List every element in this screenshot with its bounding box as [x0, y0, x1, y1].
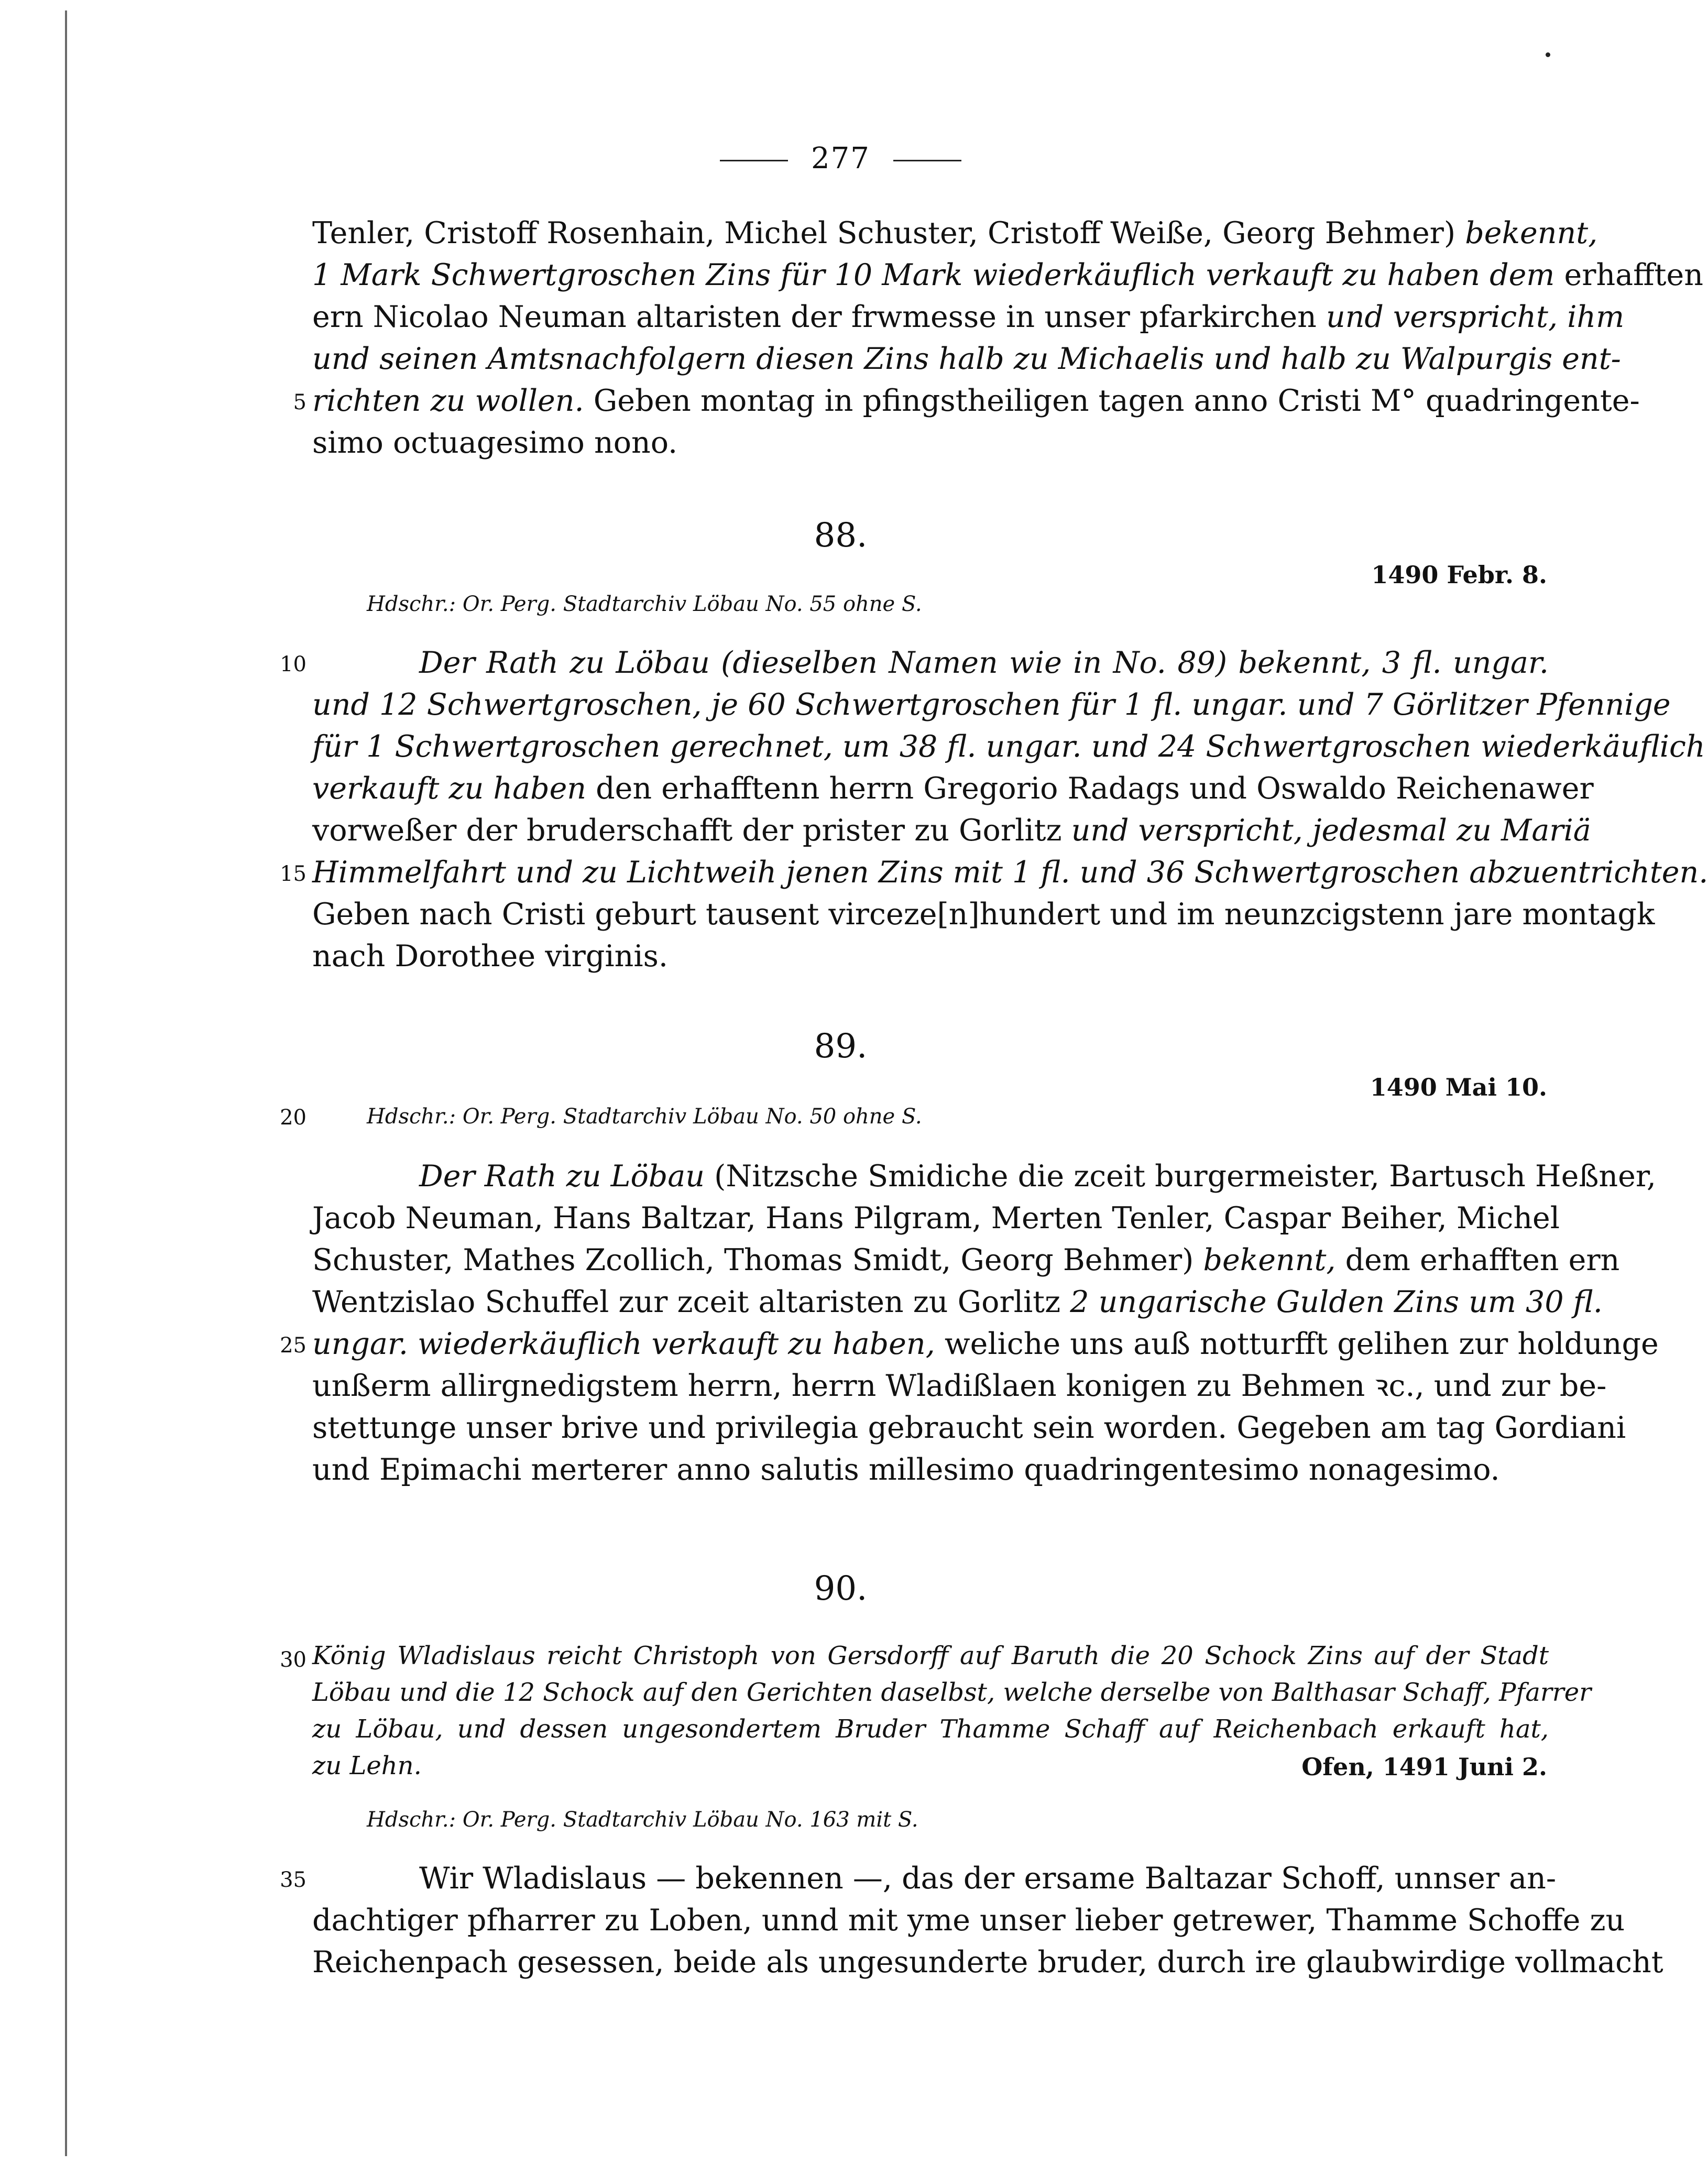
- source-note: Hdschr.: Or. Perg. Stadtarchiv Löbau No. 50 ohne S.: [367, 1105, 922, 1129]
- line-number: 10: [280, 652, 306, 676]
- header-dash-left: [720, 160, 788, 161]
- text-line: für 1 Schwertgroschen gerechnet, um 38 fl. ungar. und 24 Schwertgroschen wiederkäuflich: [312, 729, 1705, 764]
- document-number: 89.: [814, 1027, 868, 1066]
- regest-line: König Wladislaus reicht Christoph von Gersdorff auf Baruth die 20 Schock Zins auf der Stadt: [312, 1641, 1549, 1670]
- line-number: 25: [280, 1334, 306, 1358]
- line-number: 35: [280, 1868, 306, 1892]
- text-line: Reichenpach gesessen, beide als ungesunderte bruder, durch ire glaubwirdige vollmacht: [312, 1945, 1663, 1980]
- page-number: 277: [811, 141, 870, 176]
- text-line: unßerm allirgnedigstem herrn, herrn Wladißlaen konigen zu Behmen ꝛc., und zur be-: [312, 1369, 1607, 1403]
- text-line: Schuster, Mathes Zcollich, Thomas Smidt, Georg Behmer) bekennt, dem erhafften ern: [312, 1243, 1620, 1277]
- page-edge-rule: [65, 10, 67, 2156]
- line-number: 30: [280, 1648, 306, 1672]
- line-number: 15: [280, 862, 306, 886]
- document-date: 1490 Febr. 8.: [1371, 561, 1547, 589]
- text-line: und 12 Schwertgroschen, je 60 Schwertgroschen für 1 fl. ungar. und 7 Görlitzer Pfennige: [312, 687, 1671, 722]
- speck: [1546, 52, 1550, 57]
- text-line: stettunge unser brive und privilegia gebraucht sein worden. Gegeben am tag Gordiani: [312, 1411, 1626, 1445]
- source-note: Hdschr.: Or. Perg. Stadtarchiv Löbau No. 55 ohne S.: [367, 592, 922, 616]
- document-date: 1490 Mai 10.: [1370, 1073, 1547, 1101]
- regest-line: Löbau und die 12 Schock auf den Gerichten daselbst, welche derselbe von Balthasar Schaff, Pfarrer: [312, 1678, 1592, 1707]
- header-dash-right: [893, 160, 961, 161]
- text-line: Himmelfahrt und zu Lichtweih jenen Zins mit 1 fl. und 36 Schwertgroschen abzuentrichten.: [312, 855, 1708, 890]
- regest-line: zu Löbau, und dessen ungesondertem Bruder Thamme Schaff auf Reichenbach erkauft hat,: [312, 1714, 1549, 1744]
- line-number: 20: [280, 1106, 306, 1130]
- text-line: ern Nicolao Neuman altaristen der frwmesse in unser pfarkirchen und verspricht, ihm: [312, 300, 1625, 334]
- text-line: nach Dorothee virginis.: [312, 939, 668, 974]
- document-number: 88.: [814, 516, 868, 555]
- text-line: simo octuagesimo nono.: [312, 425, 678, 460]
- text-line: Tenler, Cristoff Rosenhain, Michel Schuster, Cristoff Weiße, Georg Behmer) bekennt,: [312, 216, 1598, 250]
- text-line: richten zu wollen. Geben montag in pfingstheiligen tagen anno Cristi M° quadringente-: [312, 384, 1640, 418]
- page-header: [0, 141, 1681, 176]
- text-line: Geben nach Cristi geburt tausent virceze[n]hundert und im neunzcigstenn jare montagk: [312, 897, 1655, 932]
- document-number: 90.: [814, 1569, 868, 1608]
- line-number: 5: [293, 390, 306, 414]
- text-line: Der Rath zu Löbau (dieselben Namen wie in No. 89) bekennt, 3 fl. ungar.: [419, 646, 1549, 680]
- text-line: 1 Mark Schwertgroschen Zins für 10 Mark wiederkäuflich verkauft zu haben dem erhafften: [312, 258, 1703, 292]
- document-date: Ofen, 1491 Juni 2.: [1301, 1753, 1547, 1781]
- text-line: ungar. wiederkäuflich verkauft zu haben, weliche uns auß notturfft gelihen zur holdunge: [312, 1327, 1659, 1361]
- text-line: dachtiger pfharrer zu Loben, unnd mit yme unser lieber getrewer, Thamme Schoffe zu: [312, 1903, 1625, 1938]
- text-line: Wentzislao Schuffel zur zceit altaristen zu Gorlitz 2 ungarische Gulden Zins um 30 fl.: [312, 1285, 1603, 1319]
- regest-line: zu Lehn.: [312, 1751, 422, 1780]
- source-note: Hdschr.: Or. Perg. Stadtarchiv Löbau No. 163 mit S.: [367, 1808, 918, 1832]
- text-line: verkauft zu haben den erhafftenn herrn Gregorio Radags und Oswaldo Reichenawer: [312, 771, 1594, 806]
- text-line: Jacob Neuman, Hans Baltzar, Hans Pilgram, Merten Tenler, Caspar Beiher, Michel: [312, 1201, 1560, 1236]
- text-line: und seinen Amtsnachfolgern diesen Zins halb zu Michaelis und halb zu Walpurgis ent-: [312, 342, 1621, 376]
- text-line: Der Rath zu Löbau (Nitzsche Smidiche die zceit burgermeister, Bartusch Heßner,: [419, 1159, 1656, 1194]
- text-line: vorweßer der bruderschafft der prister zu Gorlitz und verspricht, jedesmal zu Mariä: [312, 813, 1591, 848]
- text-line: und Epimachi merterer anno salutis millesimo quadringentesimo nonagesimo.: [312, 1452, 1500, 1487]
- text-line: Wir Wladislaus — bekennen —, das der ersame Baltazar Schoff, unnser an-: [419, 1861, 1557, 1896]
